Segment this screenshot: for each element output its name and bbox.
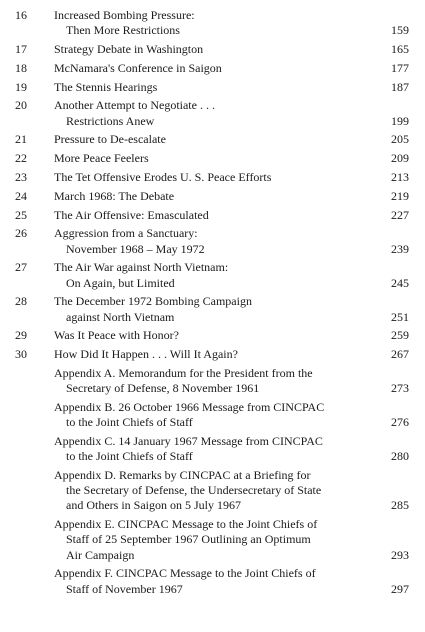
entry-title-line: Staff of 25 September 1967 Outlining an Optimum	[66, 532, 311, 547]
entry-title-line: On Again, but Limited	[66, 275, 175, 290]
chapter-number: 21	[15, 132, 27, 147]
entry-title	[54, 347, 349, 362]
entry-title	[54, 328, 349, 343]
page-number: 245	[391, 275, 409, 290]
entry-title-line: The Air Offensive: Emasculated	[54, 207, 209, 222]
entry-title-line: Aggression from a Sanctuary:	[54, 226, 198, 241]
page-number: 293	[391, 547, 409, 562]
entry-title-line: Pressure to De-escalate	[54, 132, 166, 147]
entry-title	[54, 208, 349, 223]
page-number: 165	[391, 42, 409, 56]
chapter-number: 27	[15, 260, 27, 275]
entry-title-line: McNamara's Conference in Saigon	[54, 60, 222, 75]
page-number: 239	[391, 241, 409, 256]
entry-title-line: March 1968: The Debate	[54, 188, 175, 203]
page-number: 297	[391, 581, 409, 596]
page-number: 285	[391, 498, 409, 513]
chapter-number: 30	[15, 347, 27, 362]
toc-entry-chapter	[0, 328, 425, 343]
page-number: 227	[391, 207, 409, 222]
entry-title	[54, 366, 349, 396]
chapter-number: 23	[15, 169, 27, 184]
entry-title-line: How Did It Happen . . . Will It Again?	[54, 347, 238, 362]
page-number: 267	[391, 347, 409, 362]
entry-title-line: to the Joint Chiefs of Staff	[66, 415, 193, 430]
toc-entry-appendix	[0, 517, 425, 563]
chapter-number: 16	[15, 8, 27, 22]
entry-title-line: Appendix A. Memorandum for the President from the	[54, 365, 313, 380]
entry-title	[54, 434, 349, 464]
entry-title	[54, 8, 349, 38]
page-number: 187	[391, 79, 409, 94]
page-number: 276	[391, 415, 409, 430]
page-number: 209	[391, 151, 409, 166]
entry-title	[54, 61, 349, 76]
page-number: 251	[391, 309, 409, 324]
entry-title	[54, 151, 349, 166]
entry-title-line: Another Attempt to Negotiate . . .	[54, 98, 215, 113]
entry-title-line: November 1968 – May 1972	[66, 241, 205, 256]
entry-title-line: Appendix B. 26 October 1966 Message from CINCPAC	[54, 399, 325, 414]
toc-entry-chapter	[0, 208, 425, 223]
entry-title	[54, 226, 349, 256]
chapter-number: 18	[15, 60, 27, 75]
toc-entry-chapter	[0, 170, 425, 185]
entry-title-line: The Air War against North Vietnam:	[54, 260, 229, 275]
chapter-number: 19	[15, 79, 27, 94]
entry-title-line: Appendix C. 14 January 1967 Message from CINCPAC	[54, 433, 323, 448]
page-number: 205	[391, 132, 409, 147]
chapter-number: 17	[15, 42, 27, 56]
entry-title	[54, 80, 349, 95]
entry-title	[54, 468, 349, 514]
entry-title-line: Appendix F. CINCPAC Message to the Joint Chiefs of	[54, 566, 316, 581]
toc-entry-chapter	[0, 98, 425, 128]
table-of-contents	[0, 8, 425, 600]
toc-entry-chapter	[0, 132, 425, 147]
toc-entry-chapter	[0, 151, 425, 166]
entry-title-line: Was It Peace with Honor?	[54, 328, 179, 343]
page-number: 259	[391, 328, 409, 343]
entry-title-line: against North Vietnam	[66, 309, 175, 324]
entry-title-line: Air Campaign	[66, 547, 135, 562]
page-number: 199	[391, 113, 409, 128]
toc-entry-chapter	[0, 8, 425, 38]
entry-title-line: The Stennis Hearings	[54, 79, 158, 94]
toc-entry-chapter	[0, 226, 425, 256]
entry-title-line: Restrictions Anew	[66, 113, 155, 128]
entry-title-line: Staff of November 1967	[66, 581, 183, 596]
toc-entry-appendix	[0, 366, 425, 396]
toc-entry-chapter	[0, 260, 425, 290]
page-number: 219	[391, 188, 409, 203]
chapter-number: 29	[15, 328, 27, 343]
page-number: 159	[391, 23, 409, 38]
entry-title-line: Increased Bombing Pressure:	[54, 8, 195, 22]
toc-entry-chapter	[0, 347, 425, 362]
entry-title	[54, 98, 349, 128]
entry-title	[54, 400, 349, 430]
entry-title-line: More Peace Feelers	[54, 151, 149, 166]
entry-title-line: Strategy Debate in Washington	[54, 42, 204, 56]
entry-title-line: The December 1972 Bombing Campaign	[54, 294, 252, 309]
entry-title-line: to the Joint Chiefs of Staff	[66, 449, 193, 464]
page-number: 273	[391, 381, 409, 396]
entry-title-line: Then More Restrictions	[66, 23, 180, 38]
chapter-number: 26	[15, 226, 27, 241]
toc-entry-chapter	[0, 80, 425, 95]
entry-title	[54, 42, 349, 57]
toc-entry-chapter	[0, 294, 425, 324]
page-number: 177	[391, 60, 409, 75]
entry-title	[54, 294, 349, 324]
entry-title	[54, 132, 349, 147]
chapter-number: 24	[15, 188, 27, 203]
toc-entry-chapter	[0, 61, 425, 76]
chapter-number: 22	[15, 151, 27, 166]
toc-entry-appendix	[0, 566, 425, 596]
entry-title	[54, 260, 349, 290]
chapter-number: 25	[15, 207, 27, 222]
entry-title-line: and Others in Saigon on 5 July 1967	[66, 498, 241, 513]
entry-title	[54, 189, 349, 204]
page-number: 213	[391, 169, 409, 184]
chapter-number: 28	[15, 294, 27, 309]
toc-entry-appendix	[0, 468, 425, 514]
page-number: 280	[391, 449, 409, 464]
entry-title-line: Appendix D. Remarks by CINCPAC at a Briefing for	[54, 467, 311, 482]
entry-title-line: Secretary of Defense, 8 November 1961	[66, 381, 260, 396]
chapter-number: 20	[15, 98, 27, 113]
toc-entry-chapter	[0, 42, 425, 57]
entry-title	[54, 170, 349, 185]
toc-entry-appendix	[0, 400, 425, 430]
toc-entry-appendix	[0, 434, 425, 464]
toc-entry-chapter	[0, 189, 425, 204]
entry-title	[54, 517, 349, 563]
entry-title-line: The Tet Offensive Erodes U. S. Peace Efforts	[54, 169, 272, 184]
entry-title-line: Appendix E. CINCPAC Message to the Joint Chiefs of	[54, 517, 318, 532]
entry-title	[54, 566, 349, 596]
entry-title-line: the Secretary of Defense, the Undersecretary of State	[66, 483, 322, 498]
